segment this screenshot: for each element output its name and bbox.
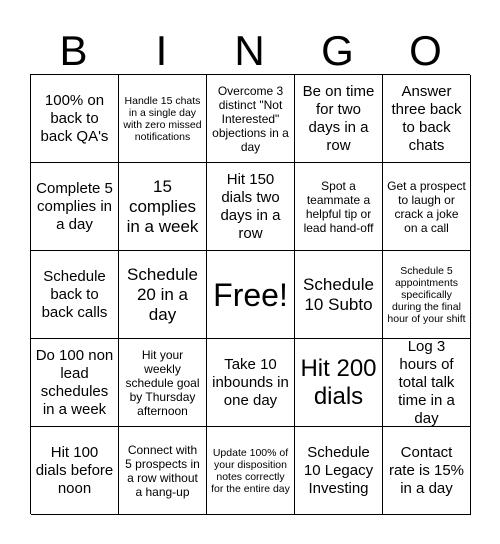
bingo-cell[interactable] (383, 427, 471, 515)
cell-text: Schedule 5 appointments specifically during the final hour of your shift (387, 264, 466, 325)
bingo-cell[interactable] (207, 75, 295, 163)
cell-text: Hit 150 dials two days in a row (220, 170, 281, 242)
header-letter-b: B (59, 27, 89, 74)
cell-text: Log 3 hours of total talk time in a day (398, 339, 455, 427)
header-letter-n: N (234, 27, 266, 74)
header-letter-i: I (155, 27, 169, 74)
cell-text: Get a prospect to laugh or crack a joke on a call (387, 178, 466, 235)
bingo-cell[interactable] (119, 163, 207, 251)
bingo-cell[interactable] (295, 251, 383, 339)
bingo-cell[interactable] (207, 339, 295, 427)
cell-text: Connect with 5 prospects in a row without a hang-up (125, 442, 200, 499)
header-letter-o: O (409, 27, 443, 74)
cell-text: Spot a teammate a helpful tip or lead hand-off (303, 178, 374, 235)
bingo-cell[interactable] (31, 163, 119, 251)
bingo-header (30, 27, 470, 74)
cell-text: Schedule 10 Legacy Investing (303, 443, 374, 497)
bingo-grid (30, 74, 470, 514)
bingo-cell[interactable] (207, 163, 295, 251)
cell-text: 15 complies in a week (126, 176, 199, 236)
bingo-cell[interactable] (383, 75, 471, 163)
cell-text: Update 100% of your disposition notes correctly for the entire day (211, 446, 290, 495)
bingo-cell[interactable] (207, 427, 295, 515)
bingo-cell[interactable] (383, 339, 471, 427)
bingo-cell[interactable] (119, 339, 207, 427)
bingo-cell[interactable] (295, 75, 383, 163)
cell-text: Schedule 20 in a day (127, 264, 198, 324)
cell-text: Schedule back to back calls (41, 267, 108, 321)
bingo-cell[interactable] (119, 251, 207, 339)
bingo-cell[interactable] (119, 427, 207, 515)
bingo-cell[interactable] (295, 163, 383, 251)
cell-text: Contact rate is 15% in a day (388, 443, 465, 497)
bingo-cell[interactable] (119, 75, 207, 163)
bingo-cell[interactable] (31, 75, 119, 163)
header-letter-g: G (321, 27, 355, 74)
cell-text: Hit 100 dials before noon (35, 443, 114, 497)
cell-text: Schedule 10 Subto (303, 274, 374, 314)
bingo-cell[interactable] (383, 251, 471, 339)
cell-text: Handle 15 chats in a single day with zero missed notifications (123, 94, 202, 143)
bingo-cell[interactable] (31, 427, 119, 515)
cell-text: Complete 5 complies in a day (36, 179, 113, 233)
cell-text: Hit your weekly schedule goal by Thursday afternoon (125, 347, 200, 418)
bingo-cell[interactable] (295, 427, 383, 515)
bingo-cell[interactable] (383, 163, 471, 251)
cell-text: Hit 200 dials (300, 354, 377, 410)
free-space-label: Free! (213, 276, 288, 313)
cell-text: Take 10 inbounds in one day (212, 355, 289, 409)
bingo-cell[interactable] (31, 339, 119, 427)
cell-text: Be on time for two days in a row (302, 82, 375, 154)
cell-text: Overcome 3 distinct "Not Interested" objections in a day (212, 83, 289, 154)
cell-text: 100% on back to back QA's (40, 91, 109, 145)
bingo-cell[interactable] (295, 339, 383, 427)
free-space-cell[interactable] (207, 251, 295, 339)
bingo-cell[interactable] (31, 251, 119, 339)
cell-text: Answer three back to back chats (391, 82, 462, 154)
cell-text: Do 100 non lead schedules in a week (35, 346, 114, 418)
